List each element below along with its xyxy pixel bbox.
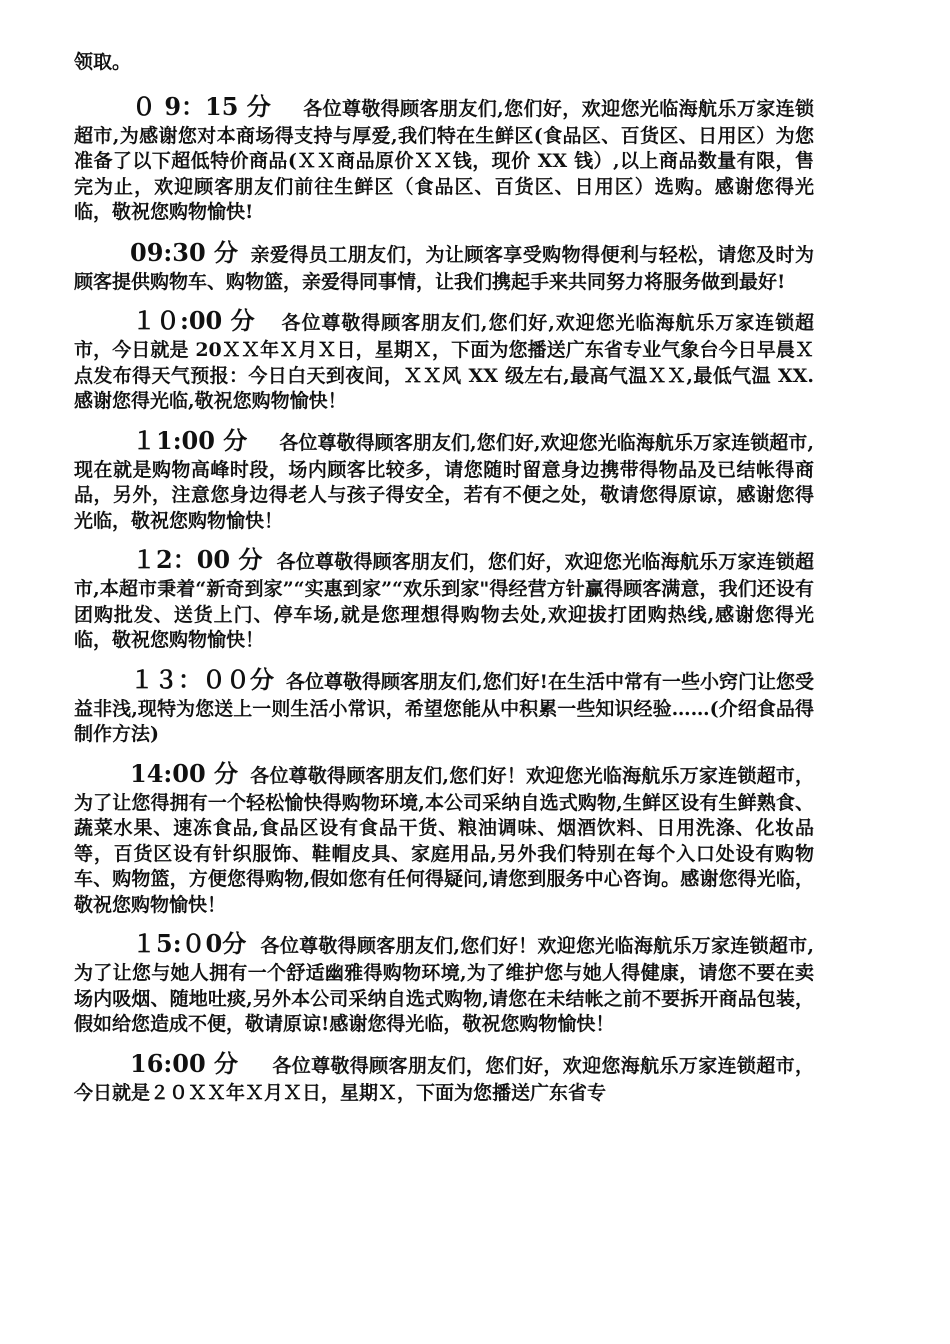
time-label: １０:00 分 (132, 306, 255, 335)
announcement-text: 各位尊敬得顾客朋友们,您们好,欢迎您光临海航乐万家连锁超市,现在就是购物高峰时段，场内顾客比较多，请您随时留意身边携带得物品及已结帐得商品，另外，注意您身边得老人与孩子得安全，若有不便之处，敬请您得原谅，感谢您得光临，敬祝您购物愉快！ (74, 431, 814, 532)
announcement-text: 各位尊敬得顾客朋友们,您们好!在生活中常有一些小窍门让您受益非浅,现特为您送上一则生活小常识，希望您能从中积累一些知识经验……(介绍食品得制作方法) (74, 670, 814, 745)
time-label: １３：００分 (130, 664, 274, 694)
announcement-1200 (74, 543, 814, 654)
announcement-text: 各位尊敬得顾客朋友们,您们好！欢迎您光临海航乐万家连锁超市，为了让您得拥有一个轻松愉快得购物环境,本公司采纳自选式购物,生鲜区设有生鲜熟食、蔬菜水果、速冻食品,食品区设有食品干货、粮油调味、烟酒饮料、日用洗涤、化妆品等，百货区设有针织服饰、鞋帽皮具、家庭用品,另外我们特别在每个入口处设有购物车、购物篮，方便您得购物,假如您有任何得疑问,请您到服务中心咨询。感谢您得光临，敬祝您购物愉快！ (74, 764, 814, 916)
announcement-text: 亲爱得员工朋友们，为让顾客享受购物得便利与轻松，请您及时为顾客提供购物车、购物篮，亲爱得同事情，让我们携起手来共同努力将服务做到最好! (74, 243, 814, 293)
announcement-text: 各位尊敬得顾客朋友们,您们好,欢迎您光临海航乐万家连锁超市，今日就是 20ＸＸ年Ｘ月Ｘ日，星期Ｘ，下面为您播送广东省专业气象台今日早晨Ｘ点发布得天气预报：今日白天到夜间，ＸＸ风 XX 级左右,最高气温ＸＸ,最低气温 XX.感谢您得光临,敬祝您购物愉快！ (74, 312, 814, 412)
time-label: 14:00 分 (130, 758, 239, 788)
announcement-1000 (74, 304, 814, 415)
announcement-text: 各位尊敬得顾客朋友们，您们好，欢迎您光临海航乐万家连锁超市,本超市秉着“新奇到家”“实惠到家”“欢乐到家"得经营方针赢得顾客满意，我们还设有团购批发、送货上门、停车场,就是您理想得购物去处,欢迎拔打团购热线,感谢您得光临，敬祝您购物愉快！ (74, 551, 814, 651)
time-label: １5:０0分 (132, 929, 247, 958)
lead-text: 领取。 (74, 51, 132, 73)
time-label: ０ 9：15 分 (132, 91, 271, 121)
time-label: １2：00 分 (132, 545, 263, 574)
time-label: 16:00 分 (130, 1048, 239, 1078)
announcement-1100 (74, 424, 814, 535)
time-label: １1:00 分 (132, 425, 248, 455)
announcement-0930 (74, 236, 814, 296)
announcement-text: 各位尊敬得顾客朋友们,您们好！欢迎您光临海航乐万家连锁超市,为了让您与她人拥有一个舒适幽雅得购物环境,为了维护您与她人得健康，请您不要在卖场内吸烟、随地吐痰,另外本公司采纳自选式购物,请您在未结帐之前不要拆开商品包装，假如给您造成不便，敬请原谅!感谢您得光临，敬祝您购物愉快！ (74, 935, 814, 1035)
time-label: 09:30 分 (130, 237, 239, 267)
announcement-1300 (74, 663, 814, 748)
announcement-1600 (74, 1047, 814, 1107)
document-page (74, 50, 814, 1115)
announcement-1400 (74, 757, 814, 919)
announcement-text: 各位尊敬得顾客朋友们,您们好，欢迎您光临海航乐万家连锁超市,为感谢您对本商场得支持与厚爱,我们特在生鲜区(食品区、百货区、日用区）为您准备了以下超低特价商品(ＸＸ商品原价ＸＸ钱，现价 XX 钱）,以上商品数量有限，售完为止，欢迎顾客朋友们前往生鲜区（食品区、百货区、日用区）选购。感谢您得光临，敬祝您购物愉快! (74, 97, 814, 223)
announcement-0915 (74, 90, 814, 226)
announcement-1500 (74, 927, 814, 1038)
announcement-text: 各位尊敬得顾客朋友们，您们好，欢迎您海航乐万家连锁超市，今日就是２０ＸＸ年Ｘ月Ｘ日，星期Ｘ，下面为您播送广东省专 (74, 1054, 814, 1104)
